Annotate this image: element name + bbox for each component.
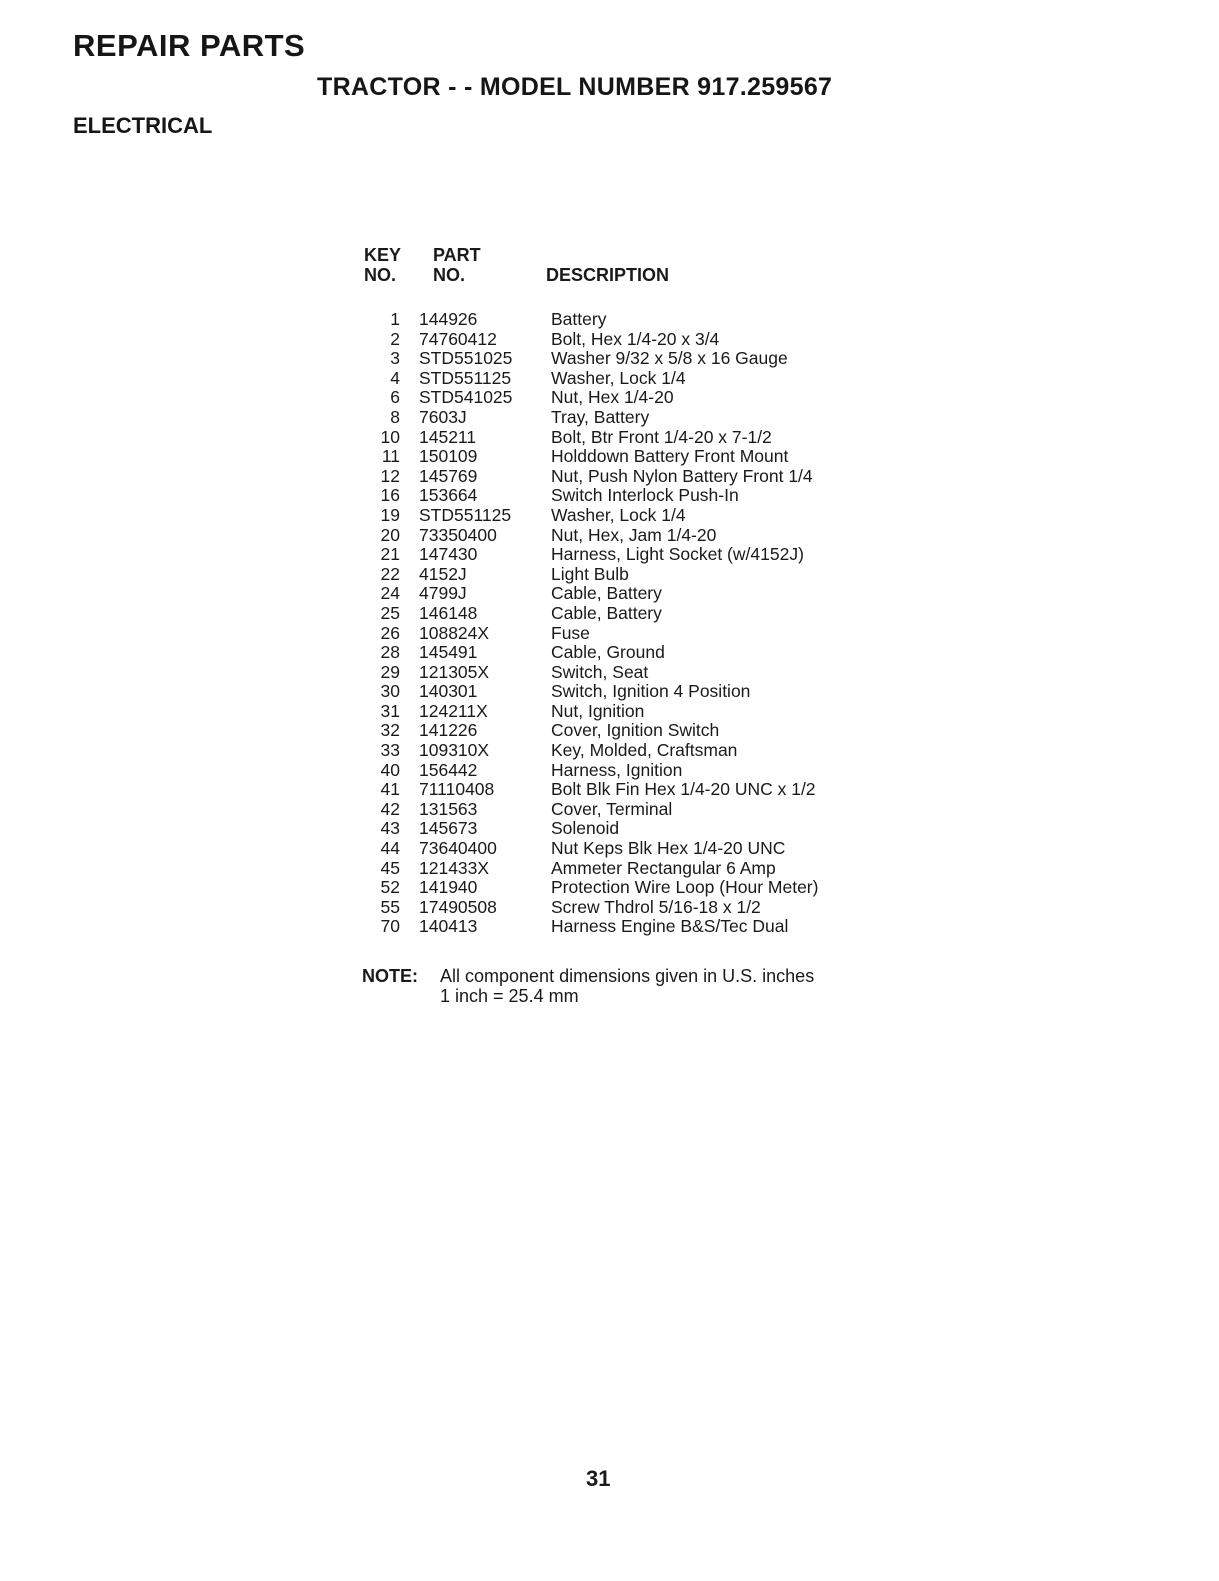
part-no-cell: 73350400 <box>419 524 497 545</box>
part-no-cell: STD551125 <box>419 367 512 388</box>
parts-table <box>362 310 818 937</box>
key-no-cell: 44 <box>380 838 400 859</box>
part-no-cell: 121433X <box>419 857 490 878</box>
part-no-cell: 146148 <box>419 602 478 623</box>
note-text-2: 1 inch = 25.4 mm <box>440 986 579 1006</box>
part-no-cell: 71110408 <box>419 779 495 800</box>
page-number: 31 <box>586 1466 611 1491</box>
part-no-cell: 147430 <box>419 544 478 565</box>
key-no-cell: 2 <box>390 328 400 349</box>
table-row <box>362 761 818 781</box>
description-cell: Nut, Push Nylon Battery Front 1/4 <box>551 465 813 486</box>
description-cell: Cable, Battery <box>551 602 662 623</box>
part-no-cell: 4152J <box>419 563 467 584</box>
key-header-line1: KEY <box>364 245 402 265</box>
table-row <box>362 859 818 879</box>
table-row <box>362 330 818 350</box>
part-no-cell: 73640400 <box>419 838 497 859</box>
table-row <box>362 663 818 683</box>
table-row <box>362 408 818 428</box>
key-no-cell: 4 <box>390 367 400 388</box>
description-cell: Tray, Battery <box>551 406 650 427</box>
description-cell: Fuse <box>551 622 590 643</box>
note-line1 <box>362 966 814 986</box>
description-cell: Harness, Ignition <box>551 759 683 780</box>
table-row <box>362 428 818 448</box>
key-no-cell: 52 <box>380 877 400 898</box>
description-cell: Holddown Battery Front Mount <box>551 446 789 467</box>
description-cell: Cable, Battery <box>551 583 662 604</box>
table-row <box>362 624 818 644</box>
key-no-cell: 26 <box>380 622 400 643</box>
table-row <box>362 388 818 408</box>
table-row <box>362 721 818 741</box>
table-row <box>362 545 818 565</box>
key-no-cell: 33 <box>380 740 400 761</box>
table-row <box>362 369 818 389</box>
description-cell: Nut, Hex, Jam 1/4-20 <box>551 524 717 545</box>
table-row <box>362 780 818 800</box>
part-no-header <box>433 245 481 285</box>
part-no-cell: 150109 <box>419 446 478 467</box>
description-cell: Washer, Lock 1/4 <box>551 367 686 388</box>
table-row <box>362 310 818 330</box>
part-no-cell: STD551125 <box>419 504 512 525</box>
description-cell: Ammeter Rectangular 6 Amp <box>551 857 776 878</box>
description-header: DESCRIPTION <box>546 265 670 285</box>
key-no-cell: 20 <box>380 524 400 545</box>
part-no-cell: 144926 <box>419 309 478 329</box>
key-no-cell: 12 <box>380 465 400 486</box>
part-no-cell: 145491 <box>419 642 478 663</box>
key-no-cell: 30 <box>380 681 400 702</box>
description-cell: Nut, Hex 1/4-20 <box>551 387 674 408</box>
table-row <box>362 349 818 369</box>
part-header-line1: PART <box>433 245 481 265</box>
description-cell: Key, Molded, Craftsman <box>551 740 738 761</box>
part-no-cell: 108824X <box>419 622 490 643</box>
key-no-cell: 31 <box>380 700 400 721</box>
key-no-cell: 11 <box>381 446 400 467</box>
table-row <box>362 702 818 722</box>
part-no-cell: 141940 <box>419 877 478 898</box>
description-cell: Cable, Ground <box>551 642 665 663</box>
table-row <box>362 506 818 526</box>
part-no-cell: 121305X <box>419 661 490 682</box>
table-row <box>362 486 818 506</box>
table-row <box>362 584 818 604</box>
part-no-cell: STD541025 <box>419 387 513 408</box>
table-row <box>362 526 818 546</box>
part-no-cell: 131563 <box>419 798 478 819</box>
table-row <box>362 467 818 487</box>
description-cell: Protection Wire Loop (Hour Meter) <box>551 877 819 898</box>
description-cell: Bolt Blk Fin Hex 1/4-20 UNC x 1/2 <box>551 779 816 800</box>
model-number-heading: TRACTOR - - MODEL NUMBER 917.259567 <box>317 73 833 101</box>
description-cell: Harness Engine B&S/Tec Dual <box>551 916 789 937</box>
key-no-cell: 25 <box>380 602 400 623</box>
description-cell: Cover, Terminal <box>551 798 673 819</box>
description-cell: Solenoid <box>551 818 620 839</box>
key-no-cell: 32 <box>380 720 400 741</box>
part-no-cell: 140301 <box>419 681 478 702</box>
key-no-cell: 3 <box>390 348 400 369</box>
description-cell: Screw Thdrol 5/16-18 x 1/2 <box>551 896 761 917</box>
key-no-cell: 55 <box>380 896 400 917</box>
part-no-cell: STD551025 <box>419 348 513 369</box>
key-no-cell: 40 <box>380 759 400 780</box>
description-cell: Harness, Light Socket (w/4152J) <box>551 544 804 565</box>
part-header-line2: NO. <box>433 265 466 285</box>
description-cell: Washer 9/32 x 5/8 x 16 Gauge <box>551 348 788 369</box>
key-no-cell: 8 <box>390 406 400 427</box>
key-no-cell: 41 <box>380 779 400 800</box>
part-no-cell: 74760412 <box>419 328 497 349</box>
table-row <box>362 447 818 467</box>
page-title: REPAIR PARTS <box>73 28 306 63</box>
key-header-line2: NO. <box>364 265 397 285</box>
description-cell: Switch, Ignition 4 Position <box>551 681 751 702</box>
part-no-cell: 141226 <box>419 720 478 741</box>
note-label: NOTE: <box>362 966 418 986</box>
part-no-cell: 109310X <box>419 740 490 761</box>
key-no-cell: 24 <box>380 583 400 604</box>
key-no-header <box>364 245 401 285</box>
part-no-cell: 156442 <box>419 759 478 780</box>
key-no-cell: 43 <box>380 818 400 839</box>
key-no-cell: 6 <box>390 387 400 408</box>
key-no-cell: 10 <box>380 426 400 447</box>
part-no-cell: 124211X <box>419 700 488 721</box>
key-no-cell: 45 <box>380 857 400 878</box>
key-no-cell: 22 <box>380 563 400 584</box>
description-cell: Bolt, Hex 1/4-20 x 3/4 <box>551 328 720 349</box>
description-cell: Nut Keps Blk Hex 1/4-20 UNC <box>551 838 786 859</box>
key-no-cell: 1 <box>390 309 400 329</box>
note-text-1: All component dimensions given in U.S. inches <box>440 966 815 986</box>
description-cell: Battery <box>551 309 607 329</box>
key-no-cell: 28 <box>380 642 400 663</box>
key-no-cell: 29 <box>380 661 400 682</box>
table-row <box>362 800 818 820</box>
description-cell: Washer, Lock 1/4 <box>551 504 686 525</box>
table-row <box>362 917 818 937</box>
part-no-cell: 4799J <box>419 583 467 604</box>
description-cell: Bolt, Btr Front 1/4-20 x 7-1/2 <box>551 426 772 447</box>
description-cell: Cover, Ignition Switch <box>551 720 720 741</box>
table-row <box>362 741 818 761</box>
parts-table-body <box>362 310 818 937</box>
note <box>362 966 814 1006</box>
table-row <box>362 878 818 898</box>
description-cell: Switch, Seat <box>551 661 649 682</box>
table-row <box>362 898 818 918</box>
description-cell: Light Bulb <box>551 563 629 584</box>
key-no-cell: 19 <box>380 504 400 525</box>
table-row <box>362 819 818 839</box>
table-row <box>362 565 818 585</box>
key-no-cell: 70 <box>380 916 400 937</box>
description-cell: Nut, Ignition <box>551 700 645 721</box>
part-no-cell: 153664 <box>419 485 478 506</box>
key-no-cell: 42 <box>380 798 400 819</box>
table-row <box>362 604 818 624</box>
key-no-cell: 21 <box>380 544 400 565</box>
part-no-cell: 17490508 <box>419 896 497 917</box>
part-no-cell: 145769 <box>419 465 478 486</box>
part-no-cell: 140413 <box>419 916 478 937</box>
part-no-cell: 145673 <box>419 818 478 839</box>
table-row <box>362 682 818 702</box>
section-heading: ELECTRICAL <box>73 113 213 138</box>
key-no-cell: 16 <box>380 485 400 506</box>
part-no-cell: 145211 <box>419 426 477 447</box>
table-row <box>362 643 818 663</box>
part-no-cell: 7603J <box>419 406 467 427</box>
description-cell: Switch Interlock Push-In <box>551 485 739 506</box>
table-row <box>362 839 818 859</box>
